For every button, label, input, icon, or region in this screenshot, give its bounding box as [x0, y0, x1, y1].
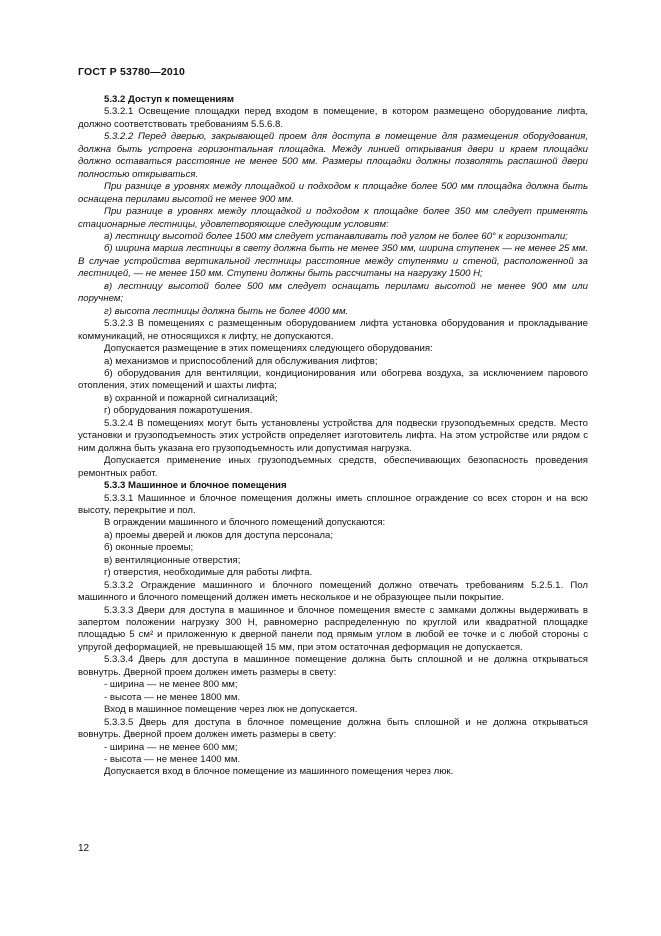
- list-item: а) проемы дверей и люков для доступа персонала;: [104, 529, 334, 541]
- list-item: г) оборудования пожаротушения.: [104, 405, 253, 417]
- list-item: в) вентиляционные отверстия;: [104, 554, 241, 566]
- paragraph: 5.3.3.4 Дверь для доступа в машинное помещение должна быть сплошной и не должна открываться вовнутрь. Дверной проем должен иметь размеры в свету:: [78, 654, 588, 678]
- list-item: б) ширина марша лестницы в свету должна быть не менее 350 мм, ширина ступенек — не менее 25 мм. В случае устройства вертикальной лестницы расстояние между ступенями и стеной, расположенной за лестницей, — не менее 150 мм. Ступени должны быть рассчитаны на нагрузку 1500 Н;: [78, 243, 588, 280]
- list-item: - ширина — не менее 600 мм;: [104, 741, 238, 753]
- list-item: г) высота лестницы должна быть не более 4000 мм.: [104, 305, 349, 317]
- paragraph: 5.3.2.4 В помещениях могут быть установлены устройства для подвески грузоподъемных средств. Место установки и грузоподъемность этих устройств определяет изготовитель лифта. На этом устройстве или рядом с ним должна быть указана его грузоподъемность или допустимая нагрузка.: [78, 417, 588, 454]
- paragraph: 5.3.3.2 Ограждение машинного и блочного помещений должно отвечать требованиям 5.2.5.1. Пол машинного и блочного помещений должен иметь несколькое и не образующее пыли покрытие.: [78, 579, 588, 604]
- paragraph: 5.3.2.2 Перед дверью, закрывающей проем для доступа в помещение для размещения оборудования, должна быть устроена горизонтальная площадка. Между линией открывания двери и краем площадки должно оставаться расстояние не менее 500 мм. Размеры площадки должны позволять распашной двери полностью открываться.: [78, 131, 588, 180]
- paragraph: Допускается применение иных грузоподъемных средств, обеспечивающих безопасность проведения ремонтных работ.: [78, 455, 588, 479]
- list-item: - высота — не менее 1800 мм.: [104, 691, 241, 703]
- page-number: 12: [78, 843, 90, 854]
- section-heading: 5.3.3 Машинное и блочное помещения: [104, 480, 287, 492]
- paragraph: При разнице в уровнях между площадкой и подходом к площадке более 350 мм следует применять стационарные лестницы, удовлетворяющие следующим условиям:: [78, 206, 588, 230]
- paragraph: 5.3.2.3 В помещениях с размещенным оборудованием лифта установка оборудования и прокладывание коммуникаций, не относящихся к лифту, не допускаются.: [78, 318, 588, 342]
- paragraph: Допускается вход в блочное помещение из машинного помещения через люк.: [104, 766, 454, 778]
- list-item: г) отверстия, необходимые для работы лифта.: [104, 567, 313, 579]
- paragraph: Вход в машинное помещение через люк не допускается.: [104, 704, 358, 716]
- document-body: [78, 94, 588, 779]
- paragraph: Допускается размещение в этих помещениях следующего оборудования:: [104, 343, 433, 355]
- paragraph: При разнице в уровнях между площадкой и подходом к площадке более 500 мм площадка должна быть оснащена перилами высотой не менее 900 мм.: [78, 181, 588, 205]
- list-item: а) механизмов и приспособлений для обслуживания лифтов;: [104, 355, 378, 367]
- list-item: а) лестницу высотой более 1500 мм следует устанавливать под углом не более 60° к горизонтали;: [104, 230, 568, 242]
- list-item: б) оборудования для вентиляции, кондиционирования или обогрева воздуха, за исключением парового отопления, этих помещений и шахты лифта;: [78, 367, 588, 392]
- paragraph: 5.3.3.3 Двери для доступа в машинное и блочное помещения вместе с замками должны выдерживать в запертом положении нагрузку 300 Н, равномерно распределенную по круглой или квадратной площадке площадью 5 см² и приложенную к дверной панели под прямым углом в любой ее точке и с любой стороны с упругой деформацией, не превышающей 15 мм, при этом остаточная деформация не допускается.: [78, 604, 588, 653]
- section-heading: 5.3.2 Доступ к помещениям: [104, 94, 235, 105]
- standard-title: ГОСТ Р 53780—2010: [78, 66, 186, 78]
- paragraph: 5.3.3.1 Машинное и блочное помещения должны иметь сплошное ограждение со всех сторон и на всю высоту, перекрытие и пол.: [78, 492, 588, 516]
- list-item: в) лестницу высотой более 500 мм следует оснащать перилами высотой не менее 900 мм или поручнем;: [78, 280, 588, 305]
- list-item: - ширина — не менее 800 мм;: [104, 679, 238, 691]
- list-item: в) охранной и пожарной сигнализаций;: [104, 392, 278, 404]
- paragraph: 5.3.2.1 Освещение площадки перед входом в помещение, в котором размещено оборудование лифта, должно соответствовать требованиям 5.5.6.8.: [78, 106, 588, 130]
- list-item: - высота — не менее 1400 мм.: [104, 754, 241, 766]
- paragraph: В ограждении машинного и блочного помещений допускаются:: [104, 517, 386, 529]
- list-item: б) оконные проемы;: [104, 542, 194, 554]
- paragraph: 5.3.3.5 Дверь для доступа в блочное помещение должна быть сплошной и не должна открываться вовнутрь. Дверной проем должен иметь размеры в свету:: [78, 716, 588, 741]
